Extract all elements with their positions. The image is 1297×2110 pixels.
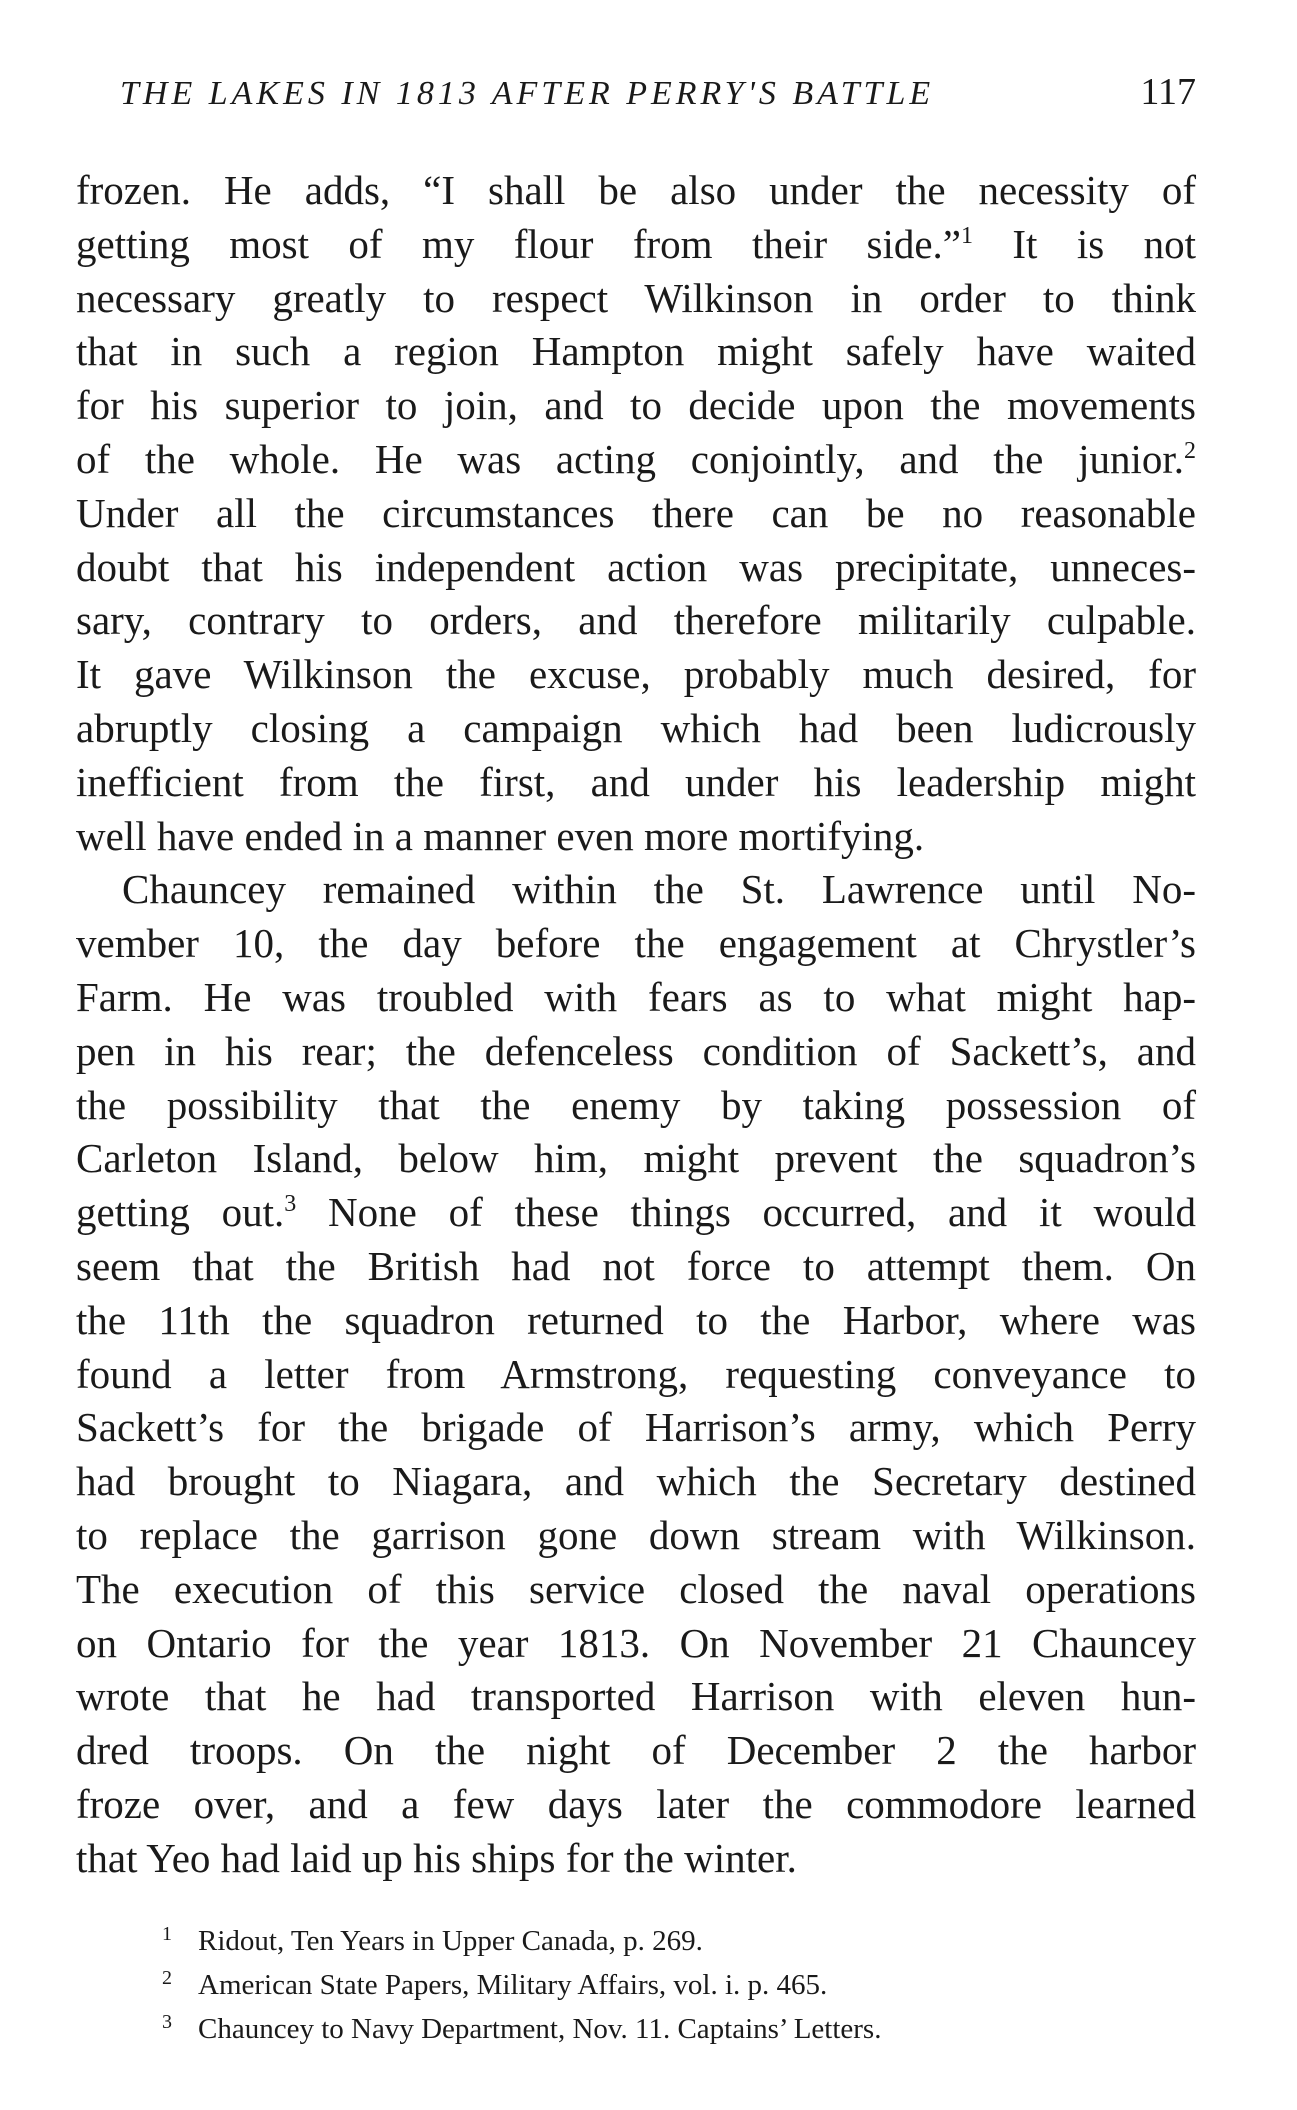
- text-line: that in such a region Hampton might safely have waited: [76, 328, 1196, 375]
- text-line: well have ended in a manner even more mortifying.: [76, 812, 925, 859]
- footnote-text: Ridout, Ten Years in Upper Canada, p. 269.: [198, 1924, 703, 1957]
- footnotes: [162, 1916, 1196, 2048]
- text-line: vember 10, the day before the engagement at Chrystler’s: [76, 920, 1196, 967]
- text-line: dred troops. On the night of December 2 the harbor: [76, 1727, 1196, 1774]
- text-line: The execution of this service closed the naval operations: [76, 1565, 1196, 1612]
- text-line: abruptly closing a campaign which had been ludicrously: [76, 704, 1196, 751]
- text-line: frozen. He adds, “I shall be also under the necessity of: [76, 167, 1196, 213]
- text-line: found a letter from Armstrong, requesting conveyance to: [76, 1350, 1196, 1397]
- footnote-mark: 3: [162, 2010, 172, 2033]
- footnote: [162, 2004, 1196, 2048]
- footnote-mark: 1: [162, 1922, 172, 1945]
- footnote-text: Chauncey to Navy Department, Nov. 11. Captains’ Letters.: [198, 2012, 882, 2045]
- text-line: inefficient from the first, and under his leadership might: [76, 758, 1196, 805]
- text-line: the 11th the squadron returned to the Harbor, where was: [76, 1296, 1196, 1343]
- footnote: [162, 1916, 1196, 1960]
- text-line: It gave Wilkinson the excuse, probably much desired, for: [76, 651, 1196, 698]
- text-line: getting most of my flour from their side.”$^1$ It is not: [76, 220, 1196, 267]
- body-text: [76, 164, 1196, 1886]
- footnote-text: American State Papers, Military Affairs, vol. i. p. 465.: [198, 1968, 828, 2001]
- text-line: to replace the garrison gone down stream with Wilkinson.: [76, 1511, 1196, 1558]
- text-line: for his superior to join, and to decide upon the movements: [76, 382, 1196, 429]
- text-line: Chauncey remained within the St. Lawrence until No-: [122, 866, 1196, 913]
- running-title: THE LAKES IN 1813 AFTER PERRY'S BATTLE: [120, 75, 935, 112]
- book-page: [76, 70, 1196, 2048]
- footnote-mark: 2: [162, 1966, 172, 1989]
- text-line: seem that the British had not force to attempt them. On: [76, 1242, 1196, 1289]
- text-line: froze over, and a few days later the commodore learned: [76, 1780, 1196, 1827]
- text-line: getting out.$^3$ None of these things occurred, and it would: [76, 1189, 1196, 1236]
- text-line: the possibility that the enemy by taking possession of: [76, 1081, 1196, 1128]
- text-line: that Yeo had laid up his ships for the winter.: [76, 1834, 797, 1881]
- text-line: on Ontario for the year 1813. On November 21 Chauncey: [76, 1619, 1196, 1666]
- text-line: of the whole. He was acting conjointly, and the junior.$^2$: [76, 435, 1196, 482]
- text-line: Sackett’s for the brigade of Harrison’s army, which Perry: [76, 1404, 1196, 1451]
- footnote-ref: 1: [961, 222, 973, 249]
- running-head: [120, 70, 1196, 130]
- text-line: Carleton Island, below him, might prevent the squadron’s: [76, 1135, 1196, 1182]
- text-line: Under all the circumstances there can be no reasonable: [76, 489, 1196, 536]
- footnote-ref: 2: [1184, 437, 1196, 464]
- page-number: 117: [1140, 71, 1196, 113]
- text-line: sary, contrary to orders, and therefore militarily culpable.: [76, 597, 1196, 644]
- text-line: had brought to Niagara, and which the Secretary destined: [76, 1458, 1196, 1505]
- text-line: wrote that he had transported Harrison with eleven hun-: [76, 1673, 1196, 1720]
- text-line: doubt that his independent action was precipitate, unneces-: [76, 543, 1196, 590]
- footnote: [162, 1960, 1196, 2004]
- text-line: Farm. He was troubled with fears as to what might hap-: [76, 973, 1196, 1020]
- text-line: necessary greatly to respect Wilkinson in order to think: [76, 274, 1196, 321]
- footnote-ref: 3: [284, 1191, 297, 1218]
- text-line: pen in his rear; the defenceless condition of Sackett’s, and: [76, 1027, 1196, 1074]
